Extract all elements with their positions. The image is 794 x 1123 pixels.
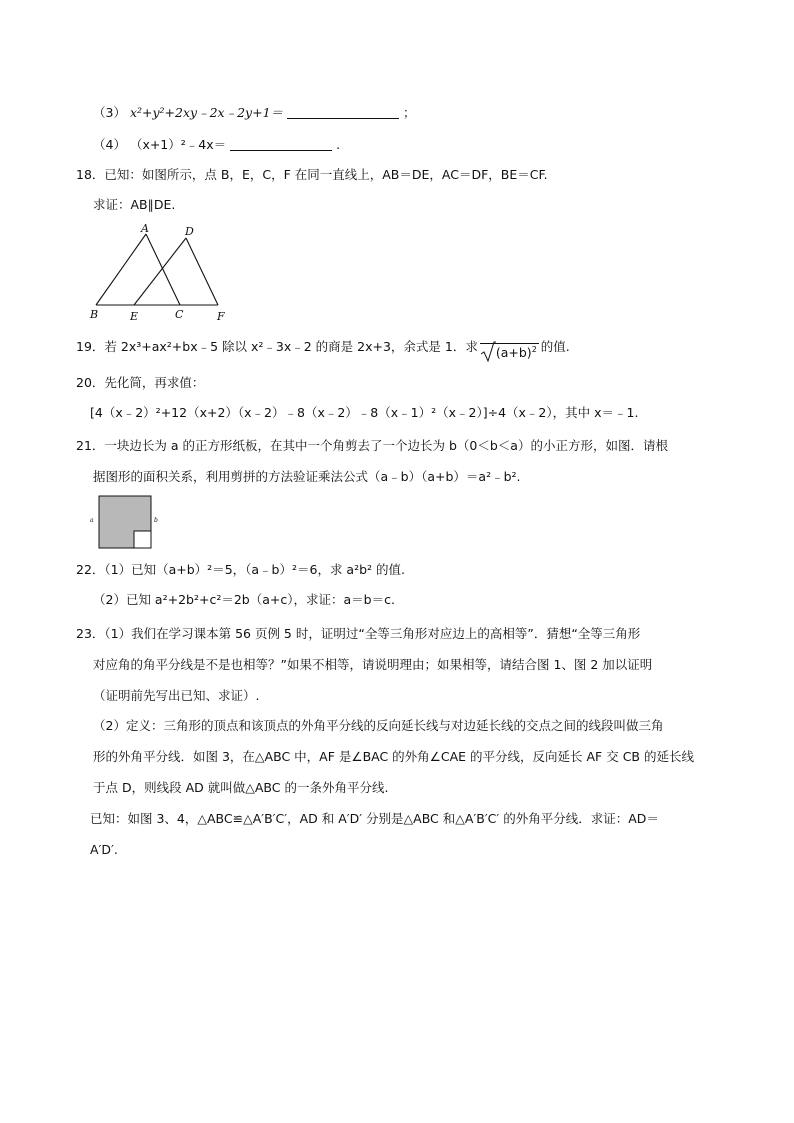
q18-prove: 求证：AB∥DE. [93, 197, 176, 212]
q19-text-end: 的值. [540, 339, 570, 354]
q17-part4-answer-blank[interactable] [230, 138, 332, 151]
q18-triangle-figure [84, 220, 264, 330]
q17-part3-end: ； [403, 105, 416, 120]
q17-part3 [93, 104, 416, 122]
q17-part3-answer-blank[interactable] [287, 106, 399, 119]
q20-expression: [4（x﹣2）²+12（x+2）（x﹣2）﹣8（x﹣2）﹣8（x﹣1）²（x﹣2）]÷4（x﹣2），其中 x＝﹣1. [90, 405, 639, 420]
q22-part2: （2）已知 a²+2b²+c²＝2b（a+c），求证：a＝b＝c. [93, 592, 395, 607]
q17-part3-expression: x²+y²+2xy﹣2x﹣2y+1＝ [129, 105, 284, 120]
q18-label-B: B [90, 308, 99, 321]
q23-line8: A′D′. [90, 842, 118, 857]
q18-label-C: C [175, 308, 184, 321]
radical-sign-icon [480, 341, 496, 363]
q18-statement: 18．已知：如图所示，点 B，E，C，F 在同一直线上，AB＝DE，AC＝DF，BE＝CF. [76, 167, 548, 182]
q17-part4 [93, 136, 340, 154]
q21-square-figure [86, 494, 162, 554]
q22-part1: 22．（1）已知（a+b）²＝5，（a﹣b）²＝6，求 a²b² 的值. [76, 562, 405, 577]
q23-line6: 于点 D，则线段 AD 就叫做△ABC 的一条外角平分线. [93, 780, 389, 795]
q19-text: 19．若 2x³+ax²+bx﹣5 除以 x²﹣3x﹣2 的商是 2x+3，余式是 1．求 [76, 339, 478, 354]
q23-line7: 已知：如图 3、4，△ABC≌△A′B′C′，AD 和 A′D′ 分别是△ABC 和△A′B′C′ 的外角平分线．求证：AD＝ [90, 811, 659, 826]
q21-line2: 据图形的面积关系，利用剪拼的方法验证乘法公式（a﹣b）（a+b）＝a²﹣b². [93, 469, 521, 484]
q17-part3-label: （3） [93, 105, 126, 120]
q17-part4-end: . [336, 137, 341, 152]
q18-label-A: A [141, 222, 149, 235]
q23-line3: （证明前先写出已知、求证）. [93, 688, 260, 703]
q20-title: 20．先化简，再求值： [76, 375, 205, 390]
q19-sqrt [480, 343, 539, 362]
q23-line4: （2）定义：三角形的顶点和该顶点的外角平分线的反向延长线与对边延长线的交点之间的线段叫做三角 [93, 718, 664, 733]
q17-part4-label: （4） [93, 137, 126, 152]
q21-label-b: b [154, 517, 158, 524]
q23-line1: 23．（1）我们在学习课本第 56 页例 5 时，证明过“全等三角形对应边上的高相等”．猜想“全等三角形 [76, 626, 641, 641]
q21-line1: 21．一块边长为 a 的正方形纸板，在其中一个角剪去了一个边长为 b（0＜b＜a）的小正方形，如图．请根 [76, 438, 668, 453]
q18-label-E: E [130, 310, 139, 323]
q19-exponent: 2 [531, 345, 537, 354]
q23-line5: 形的外角平分线．如图 3，在△ABC 中，AF 是∠BAC 的外角∠CAE 的平分线，反向延长 AF 交 CB 的延长线 [93, 749, 694, 764]
q19-statement [76, 338, 570, 362]
q23-line2: 对应角的角平分线是不是也相等？”如果不相等，请说明理由；如果相等，请结合图 1、图 2 加以证明 [93, 657, 653, 672]
q18-label-D: D [185, 225, 194, 238]
q19-radicand: (a+b) [495, 345, 532, 360]
q17-part4-expression: （x+1）²﹣4x＝ [129, 137, 227, 152]
q21-label-a: a [90, 517, 94, 524]
q18-label-F: F [217, 310, 225, 323]
